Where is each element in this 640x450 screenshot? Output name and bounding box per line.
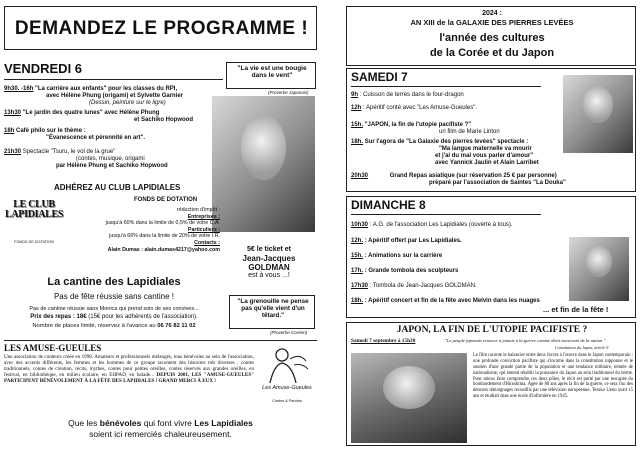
event-time: 21h30 <box>4 149 22 155</box>
header-galaxy: AN XIII de la GALAXIE DES PIERRES LEVÉES <box>410 18 574 27</box>
event-title: "JAPON, la fin de l'utopie pacifiste ?" <box>364 122 472 128</box>
film-date: Samedi 7 septembre à 15h30 <box>351 338 416 344</box>
header-year-theme: l'année des cultures <box>439 32 545 44</box>
samedi-event-5-line2 <box>429 180 566 187</box>
vendredi-event-2 <box>4 110 159 117</box>
amuse-logo <box>260 345 314 407</box>
dimanche-event-4 <box>351 268 458 275</box>
event-title: Café philo sur le thème : <box>16 128 86 134</box>
dimanche-event-1 <box>351 222 513 229</box>
ticket-block <box>228 246 310 280</box>
samedi-event-4-line4: avec Yannick Jaulin et Alain Larribet <box>435 160 539 166</box>
event-sub: préparé par l'association de Saintes "La Douka" <box>429 180 566 186</box>
thanks-line2: soient ici remerciés chaleureusement. <box>89 429 232 440</box>
thanks-block <box>4 418 317 440</box>
vendredi-event-3-line2: "Évanescence et pérennité en art". <box>46 135 146 141</box>
samedi-event-5 <box>351 173 557 180</box>
vendredi-event-4 <box>4 149 115 156</box>
samedi-event-3-line2: un film de Marie Linton <box>439 129 500 135</box>
vendredi-event-2-line2: et Sachiko Hopwood <box>134 117 194 123</box>
event-time: 17h30 <box>351 283 369 289</box>
cantine-line2 <box>4 314 224 321</box>
vendredi-box <box>4 62 223 180</box>
thanks-part: qui font vivre <box>143 418 192 428</box>
event-time: 15h. <box>351 122 364 128</box>
samedi-event-3 <box>351 122 471 129</box>
cantine-price-note: (15€ pour les adhérents de l'association). <box>88 314 198 320</box>
header-year: 2024 : <box>482 10 502 17</box>
event-title: "La carrière aux enfants" pour les classes du RPI, <box>35 86 178 92</box>
event-time: 12h. <box>351 238 364 244</box>
amuse-box <box>4 340 317 412</box>
quote2-text: "La grenouille ne pense pas qu'elle vient d'un têtard." <box>237 298 309 320</box>
right-header <box>346 6 636 66</box>
dimanche-box <box>346 196 636 318</box>
samedi-event-1 <box>351 92 464 99</box>
vendredi-event-1-line3: (Dessin, peinture sur le ligre) <box>89 100 166 106</box>
thanks-part: Que les <box>68 418 98 428</box>
vendredi-event-4-line2: (contes, musique, origami <box>76 156 145 162</box>
vendredi-rule <box>4 79 223 80</box>
ticket-line: est à vous ...! <box>248 272 290 280</box>
club-line: Particuliers : <box>187 226 220 233</box>
vendredi-event-1 <box>4 86 177 93</box>
club-line: jusqu'à 66% dans la limite de 20% de votre I.R. <box>109 233 220 240</box>
club-logo-text: LE CLUB LAPIDIALES <box>5 199 64 220</box>
amuse-thanks: DEPUIS 2001, LES "AMUSE-GUEULES" PARTICIPENT BÉNÉVOLEMENT À LA FÊTE DES LAPIDIALES ! GRAND MERCI À EUX ! <box>4 372 254 385</box>
ticket-line: 5€ le ticket et <box>247 246 291 253</box>
vendredi-event-4-line3: par Hélène Phung et Sachiko Hopwood <box>56 163 168 169</box>
quote1-text: "La vie est une bougie dans le vent" <box>237 65 307 80</box>
quote1-source: (Proverbe Japonais) <box>268 90 309 95</box>
vendredi-event-1-line2: avec Hélène Phung (origami) et Sylvette Garnier <box>46 93 184 99</box>
club-line: Contacts : <box>194 240 220 247</box>
statue-photo <box>212 96 315 232</box>
ticket-line: Jean-Jacques <box>242 254 296 264</box>
event-time: 20h30 <box>351 173 369 179</box>
event-title: Grand Repas asiatique (sur réservation 25 € par personne) <box>389 173 557 179</box>
film-still-photo <box>351 353 467 443</box>
club-line: jusqu'à 60% dans la limite de 0,5% de votre C.A. <box>105 220 220 227</box>
performer-photo-samedi <box>563 75 633 153</box>
quote1-box <box>226 62 316 89</box>
cantine-phone[interactable]: 06 76 82 11 02 <box>157 323 196 329</box>
cantine-booking: Nombre de places limité, réservez à l'avance au <box>32 323 156 329</box>
samedi-event-4-line3: et j'ai du mal vous parler d'amour" <box>435 153 534 159</box>
event-time: 9h <box>351 92 359 98</box>
samedi-rule <box>351 86 541 87</box>
film-title: JAPON, LA FIN DE L'UTOPIE PACIFISTE ? <box>396 325 588 335</box>
amuse-logo-sub: Contes & Paroles <box>272 399 302 403</box>
dimanche-event-2 <box>351 238 462 245</box>
event-time: 13h30 <box>4 110 22 116</box>
vendredi-event-3 <box>4 128 86 135</box>
thanks-line1 <box>4 418 317 429</box>
club-subtitle: FONDS DE DOTATION <box>134 197 198 203</box>
dimanche-event-6 <box>351 298 540 305</box>
club-email[interactable]: Alain Dumas : alain.dumas4217@yahoo.com <box>107 246 220 253</box>
event-time: 17h. <box>351 268 364 274</box>
event-time: 9h30. -16h <box>4 86 34 92</box>
thanks-part: bénévoles <box>99 418 142 428</box>
quote2-box <box>229 295 315 329</box>
vendredi-title: VENDREDI 6 <box>4 61 83 76</box>
event-time: 18h. <box>351 139 364 145</box>
event-title: : Animations sur la carrière <box>364 253 443 259</box>
quote2-source: (Proverbe Coréen) <box>270 330 308 335</box>
dimanche-title: DIMANCHE 8 <box>351 198 426 212</box>
event-time: 18h. <box>351 298 364 304</box>
club-logo <box>5 194 63 250</box>
event-title: Sur l'agora de "La Galaxie des pierres levées" spectacle : <box>364 139 529 145</box>
event-time: 10h30 <box>351 222 369 228</box>
event-title: : Tombola de Jean-Jacques GOLDMAN. <box>369 283 477 289</box>
amuse-text <box>4 354 254 385</box>
event-title: : Apéritif concert et fin de la fête avec Melvin dans les nuages <box>364 298 540 304</box>
event-title: : Grande tombola des sculpteurs <box>364 268 459 274</box>
samedi-box <box>346 68 636 192</box>
samedi-event-4-line2: "Ma langue maternelle va mourir <box>439 146 532 152</box>
club-line: Entreprises : <box>187 213 220 220</box>
amuse-description: Une association de conteurs créée en 1998. Amateurs et professionnels mélangés, tous bénévoles au sein de l'association, avec des accents différents, les femmes et les hommes de ce groupe racontent des histoires très diverses : contes traditionnels, contes de création, récits, mythes, contes pour petites oreilles, contes réservés aux grandes oreilles, en festival, en bibliothèque, en milieu scolaire, en EHPAD, en balade... <box>4 354 254 379</box>
event-time: 18h <box>4 128 15 134</box>
club-title: ADHÉREZ AU CLUB LAPIDIALES <box>54 183 181 192</box>
film-box <box>346 322 636 446</box>
dimanche-event-3 <box>351 253 442 260</box>
event-title: "Le jardin des quatre lunes" avec Hélène Phung <box>22 110 160 116</box>
event-title: Spectacle "Tsuru, le vol de la grue" <box>22 149 116 155</box>
club-line: réduction d'impôt : <box>176 207 220 213</box>
samedi-event-2 <box>351 105 477 112</box>
event-time: 12h <box>351 105 362 111</box>
banner-box <box>4 6 317 50</box>
film-quote: "Le peuple japonais renonce à jamais à la guerre comme droit souverain de la nation " <box>445 338 606 343</box>
cantine-line1: Pas de cantine réussie sans Monica qui prend soin de ses convives... <box>29 306 199 312</box>
samedi-event-4 <box>351 139 528 146</box>
banner-title: DEMANDEZ LE PROGRAMME ! <box>14 18 309 39</box>
cantine-title: La cantine des Lapidiales <box>47 276 181 288</box>
samedi-title: SAMEDI 7 <box>351 70 408 84</box>
event-time: 15h. <box>351 253 364 259</box>
club-details <box>70 207 220 253</box>
club-logo-sub: FONDS DE DOTATION <box>14 240 54 244</box>
event-title: : Apéritif offert par Les Lapidiales. <box>364 238 462 244</box>
performer-photo-dimanche <box>569 237 629 301</box>
event-title: : Apéritif conté avec "Les Amuse-Gueules". <box>363 105 478 111</box>
dimanche-rule <box>351 214 541 215</box>
amuse-logo-text: Les Amuse-Gueules <box>262 385 312 391</box>
event-title: : A.G. de l'association Les Lapidiales (ouverte à tous). <box>369 222 513 228</box>
thanks-part: Les Lapidiales <box>194 418 253 428</box>
film-quote-source: Constitution du Japon, article 9 <box>555 345 609 350</box>
dimanche-closing: ... et fin de la fête ! <box>543 305 609 314</box>
header-countries: de la Corée et du Japon <box>429 47 555 59</box>
cantine-price: Prix des repas : 18€ <box>30 314 87 320</box>
event-title: : Cuisson de terres dans le four-dragon <box>359 92 464 98</box>
amuse-logo-figure-icon <box>260 345 314 385</box>
film-description: Le film raconte le balancier entre deux forces à l'œuvre dans le Japon contemporain : une profonde conviction pacifiste qui s'incarne dans la constitution nipponne et le soutien d'une grande partie de la population et une tendance militaire, teintée de nationalisme, qui entend rétablir la puissance du Japon au sein traditionnel du terme. Pour mieux faire comprendre ces deux pôles, le récit est porté par une rescapée du bombardement d'Hiroshima. Âgée de 80 ans après la fin de la guerre, ce sera l'un des derniers témoignages recueillis par une télévision européenne. Teruko Ueno avait 15 ans et étudiait dans une école d'infirmière en 1945. <box>473 353 633 400</box>
cantine-line3 <box>4 323 224 330</box>
amuse-title: LES AMUSE-GUEULES <box>4 343 102 353</box>
cantine-subtitle: Pas de fête réussie sans cantine ! <box>53 292 175 301</box>
ticket-line: GOLDMAN <box>248 263 290 273</box>
dimanche-event-5 <box>351 283 477 290</box>
